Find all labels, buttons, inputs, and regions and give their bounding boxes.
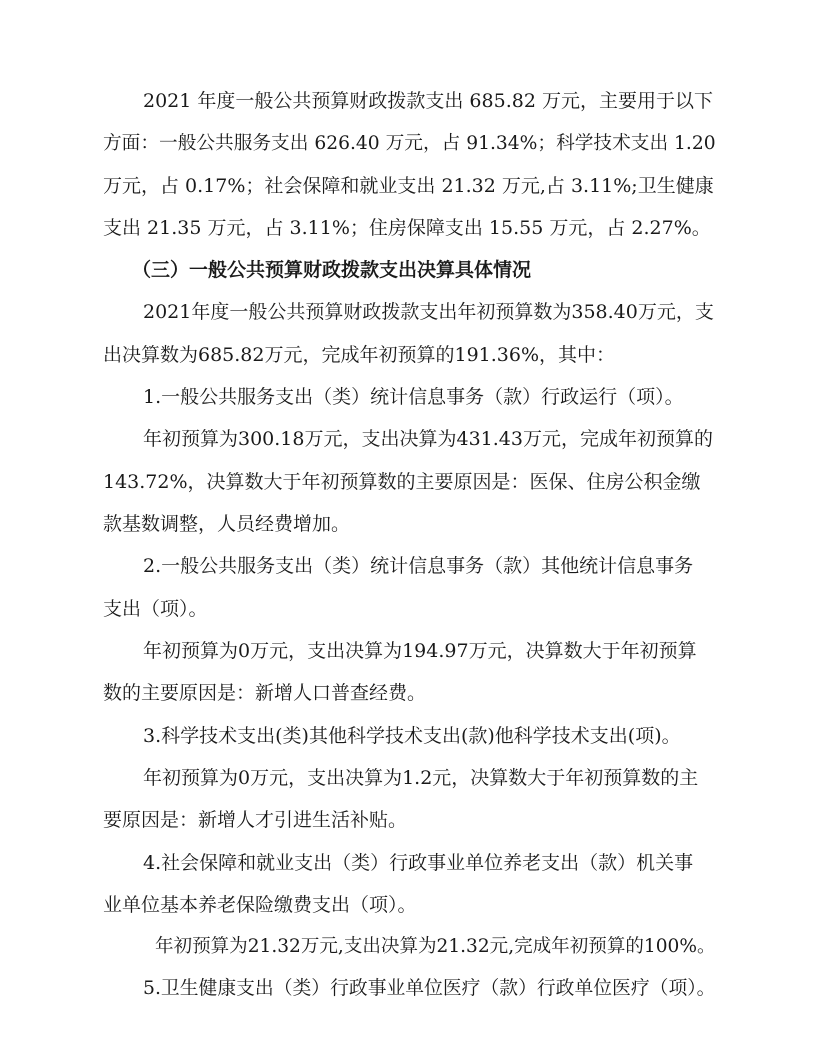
text-line: 万元，占 0.17%；社会保障和就业支出 21.32 万元,占 3.11%;卫生健康: [103, 175, 714, 197]
text-line: 出决算数为685.82万元，完成年初预算的191.36%，其中：: [103, 344, 616, 366]
text-line: 年初预算为0万元，支出决算为194.97万元，决算数大于年初预算: [143, 640, 697, 662]
text-line: 3.科学技术支出(类)其他科学技术支出(款)他科学技术支出(项)。: [143, 725, 681, 747]
text-line: 支出（项）。: [103, 598, 208, 620]
text-line: 5.卫生健康支出（类）行政事业单位医疗（款）行政单位医疗（项）。: [143, 978, 716, 999]
text-line: 年初预算为300.18万元，支出决算为431.43万元，完成年初预算的: [143, 428, 713, 450]
text-line: 143.72%，决算数大于年初预算数的主要原因是：医保、住房公积金缴: [103, 471, 701, 493]
text-line: 2021年度一般公共预算财政拨款支出年初预算数为358.40万元，支: [143, 301, 714, 323]
text-line: 年初预算为21.32万元,支出决算为21.32元,完成年初预算的100%。: [155, 936, 716, 957]
text-line: 业单位基本养老保险缴费支出（项）。: [103, 894, 417, 916]
text-line: 年初预算为0万元，支出决算为1.2元，决算数大于年初预算数的主: [143, 767, 699, 789]
text-line: 数的主要原因是：新增人口普查经费。: [103, 682, 427, 704]
text-line: 方面：一般公共服务支出 626.40 万元，占 91.34%；科学技术支出 1.20: [103, 133, 716, 154]
text-line: 4.社会保障和就业支出（类）行政事业单位养老支出（款）机关事: [143, 852, 694, 874]
text-line: 2.一般公共服务支出（类）统计信息事务（款）其他统计信息事务: [143, 555, 694, 577]
text-line: 支出 21.35 万元，占 3.11%；住房保障支出 15.55 万元，占 2.27%。: [103, 217, 711, 239]
text-line: 要原因是：新增人才引进生活补贴。: [103, 809, 408, 831]
text-line: 2021 年度一般公共预算财政拨款支出 685.82 万元，主要用于以下: [143, 90, 713, 112]
section-heading: （三）一般公共预算财政拨款支出决算具体情况: [132, 259, 532, 281]
text-line: 1.一般公共服务支出（类）统计信息事务（款）行政运行（项）。: [143, 386, 684, 408]
text-line: 款基数调整，人员经费增加。: [103, 513, 351, 535]
